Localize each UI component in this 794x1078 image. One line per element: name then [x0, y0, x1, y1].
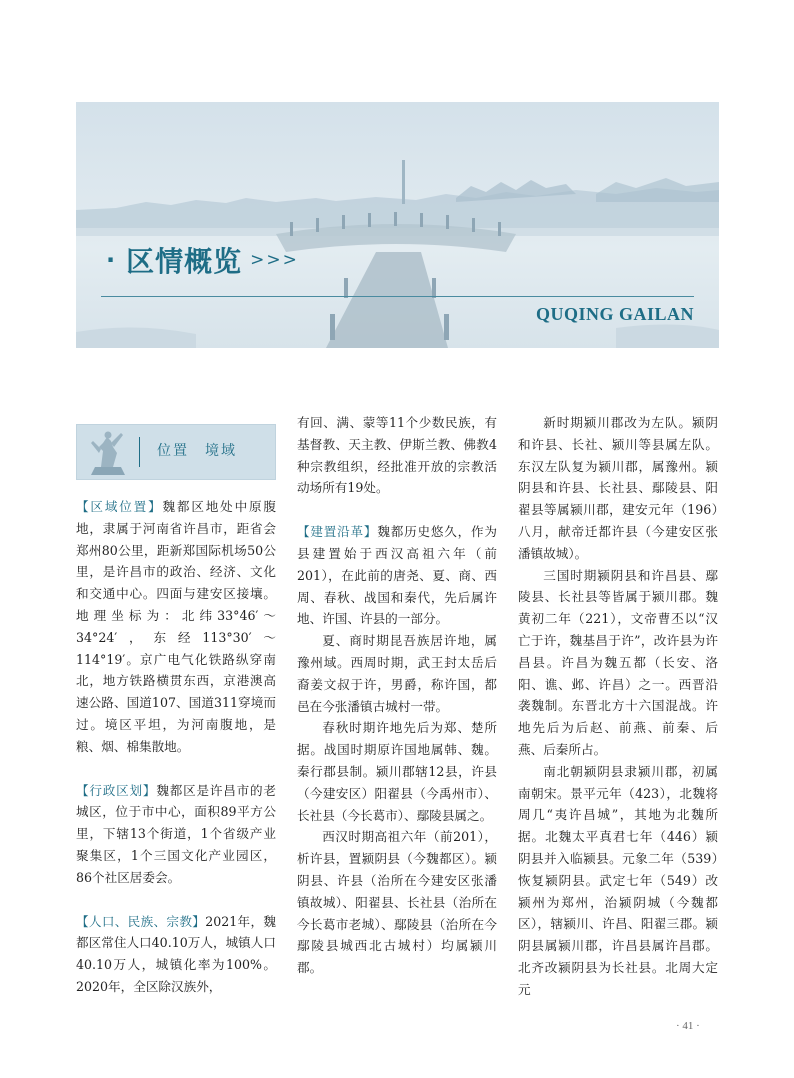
text-column-3 — [518, 412, 718, 1001]
paragraph-population — [76, 911, 276, 998]
paragraph-history — [297, 521, 497, 630]
text-admin: 魏都区是许昌市的老城区，位于市中心，面积89平方公里，下辖13个街道，1个省级产业聚集区，1个三国文化产业园区，86个社区居委会。 — [76, 782, 277, 885]
text-column-1 — [76, 424, 276, 998]
paragraph-southern-northern: 南北朝颍阴县隶颍川郡，初属南朝宋。景平元年（423），北魏将周几“夷许昌城”，其地为北魏所据。北魏太平真君七年（446）颍阴县并入临颍县。元象二年（539）恢复颍阴县。武定七年（549）改颍州为郑州，治颍阴城（今魏都区），辖颍川、许昌、阳翟三郡。颍阴县属颍川郡，许昌县属许昌郡。北齐改颍阴县为长社县。北周大定元 — [518, 763, 718, 997]
section-divider — [139, 437, 140, 467]
tag-population: 【人口、民族、宗教】 — [76, 913, 206, 929]
paragraph-three-kingdoms: 三国时期颍阴县和许昌县、鄢陵县、长社县等皆属于颍川郡。魏黄初二年（221），文帝曹丕以“汉亡于许，魏基昌于许”，改许县为许昌县。许昌为魏五都（长安、洛阳、谯、邺、许昌）之一。西晋沿袭魏制。东晋北方十六国混战。许地先后为后赵、前燕、前秦、后燕、后秦所占。 — [518, 567, 718, 757]
title-bullet: · — [106, 246, 117, 274]
text-population: 2021年，魏都区常住人口40.10万人，城镇人口40.10万人，城镇化率为100%。2020年，全区除汉族外， — [76, 913, 276, 994]
paragraph-religion-cont: 有回、满、蒙等11个少数民族，有基督教、天主教、伊斯兰教、佛教4种宗教组织，经批准开放的宗教活动场所有19处。 — [297, 415, 497, 496]
text-location: 魏都区地处中原腹地，隶属于河南省许昌市，距省会郑州80公里，距新郑国际机场50公里，是许昌市的政治、经济、文化和交通中心。四面与建安区接壤。地理坐标为：北纬33°46′～34°24′，东经113°30′～114°19′。京广电气化铁路纵穿南北，地方铁路横贯东西，京港澳高速公路、国道107、国道311穿境而过。境区平坦，为河南腹地，是粮、烟、棉集散地。 — [76, 499, 277, 754]
section-heading: 位置 境域 — [157, 443, 237, 459]
tag-admin: 【行政区划】 — [76, 782, 157, 798]
title-underline — [101, 296, 694, 297]
header-banner — [76, 102, 719, 348]
paragraph-location — [76, 496, 276, 758]
paragraph-western-han: 西汉时期高祖六年（前201），析许县，置颍阴县（今魏都区）。颍阴县、许县（治所在今建安区张潘镇故城）、阳翟县、长社县（治所在今长葛市老城）、鄢陵县（治所在今鄢陵县城西北古城村）均属颍川郡。 — [297, 829, 497, 976]
paragraph-admin — [76, 780, 276, 889]
page-number: · 41 · — [676, 1020, 700, 1032]
paragraph-xin-dynasty: 新时期颍川郡改为左队。颍阴和许县、长社、颍川等县属左队。东汉左队复为颍川郡，属豫州。颍阴县和许县、长社县、鄢陵县、阳翟县等属颍川郡，建安元年（196）八月，献帝迁都许县（今建安区张潘镇故城）。 — [518, 415, 718, 561]
paragraph-xia-shang: 夏、商时期昆吾族居许地，属豫州域。西周时期，武王封太岳后裔姜文叔于许，男爵，称许国，都邑在今张潘镇古城村一带。 — [297, 633, 497, 714]
section-title — [106, 240, 299, 280]
text-column-2 — [297, 412, 497, 979]
paragraph-spring-autumn: 春秋时期许地先后为郑、楚所据。战国时期原许国地属韩、魏。秦行郡县制。颍川郡辖12县，许县（今建安区）阳翟县（今禹州市）、长社县（今长葛市）、鄢陵县属之。 — [297, 720, 497, 823]
chevron-arrows-icon: >>> — [250, 250, 299, 270]
title-text: 区情概览 — [126, 245, 243, 278]
text-history: 魏都历史悠久，作为县建置始于西汉高祖六年（前201），在此前的唐尧、夏、商、西周、春秋、战国和秦代，先后属许地、许国、许县的一部分。 — [297, 524, 498, 627]
statue-icon — [81, 427, 135, 477]
title-pinyin: QUQING GAILAN — [535, 304, 694, 324]
section-header-box — [76, 424, 276, 480]
tag-history: 【建置沿革】 — [297, 524, 378, 540]
tag-location: 【区域位置】 — [76, 499, 163, 514]
